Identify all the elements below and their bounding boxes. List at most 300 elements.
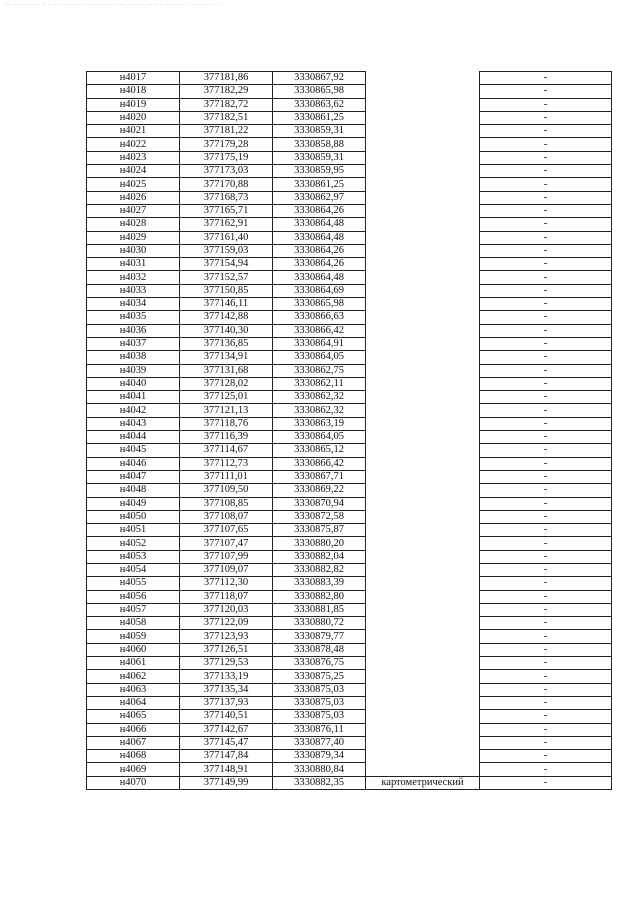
accuracy-cell: - <box>480 630 612 643</box>
accuracy-cell: - <box>480 85 612 98</box>
accuracy-cell: - <box>480 165 612 178</box>
point-cell: н4066 <box>87 723 180 736</box>
method-cell <box>366 284 480 297</box>
table-row <box>87 524 612 537</box>
table-row <box>87 710 612 723</box>
point-cell: н4030 <box>87 244 180 257</box>
table-row <box>87 484 612 497</box>
accuracy-cell: - <box>480 643 612 656</box>
table-row <box>87 231 612 244</box>
accuracy-cell: - <box>480 497 612 510</box>
point-cell: н4068 <box>87 750 180 763</box>
method-cell <box>366 484 480 497</box>
point-cell: н4061 <box>87 657 180 670</box>
accuracy-cell: - <box>480 776 612 789</box>
point-cell: н4069 <box>87 763 180 776</box>
y-coordinate-cell: 3330877,40 <box>273 736 366 749</box>
table-row <box>87 577 612 590</box>
method-cell <box>366 337 480 350</box>
y-coordinate-cell: 3330867,92 <box>273 72 366 85</box>
table-row <box>87 404 612 417</box>
point-cell: н4053 <box>87 550 180 563</box>
table-row <box>87 510 612 523</box>
point-cell: н4055 <box>87 577 180 590</box>
accuracy-cell: - <box>480 351 612 364</box>
method-cell <box>366 550 480 563</box>
x-coordinate-cell: 377161,40 <box>180 231 273 244</box>
x-coordinate-cell: 377149,99 <box>180 776 273 789</box>
point-cell: н4032 <box>87 271 180 284</box>
method-cell <box>366 630 480 643</box>
x-coordinate-cell: 377140,51 <box>180 710 273 723</box>
method-cell <box>366 510 480 523</box>
table-row <box>87 98 612 111</box>
table-row <box>87 617 612 630</box>
x-coordinate-cell: 377154,94 <box>180 258 273 271</box>
point-cell: н4028 <box>87 218 180 231</box>
table-row <box>87 178 612 191</box>
point-cell: н4056 <box>87 590 180 603</box>
method-cell <box>366 431 480 444</box>
x-coordinate-cell: 377182,29 <box>180 85 273 98</box>
method-cell <box>366 524 480 537</box>
accuracy-cell: - <box>480 657 612 670</box>
accuracy-cell: - <box>480 683 612 696</box>
method-cell <box>366 736 480 749</box>
y-coordinate-cell: 3330875,03 <box>273 683 366 696</box>
table-row <box>87 431 612 444</box>
point-cell: н4051 <box>87 524 180 537</box>
accuracy-cell: - <box>480 311 612 324</box>
method-cell <box>366 537 480 550</box>
method-cell <box>366 457 480 470</box>
method-cell <box>366 404 480 417</box>
y-coordinate-cell: 3330876,75 <box>273 657 366 670</box>
table-row <box>87 311 612 324</box>
y-coordinate-cell: 3330864,05 <box>273 351 366 364</box>
point-cell: н4043 <box>87 417 180 430</box>
y-coordinate-cell: 3330864,48 <box>273 231 366 244</box>
table-row <box>87 537 612 550</box>
x-coordinate-cell: 377145,47 <box>180 736 273 749</box>
x-coordinate-cell: 377134,91 <box>180 351 273 364</box>
point-cell: н4062 <box>87 670 180 683</box>
accuracy-cell: - <box>480 218 612 231</box>
x-coordinate-cell: 377181,22 <box>180 125 273 138</box>
table-row <box>87 391 612 404</box>
y-coordinate-cell: 3330861,25 <box>273 178 366 191</box>
y-coordinate-cell: 3330859,31 <box>273 151 366 164</box>
table-row <box>87 603 612 616</box>
point-cell: н4031 <box>87 258 180 271</box>
table-row <box>87 417 612 430</box>
x-coordinate-cell: 377137,93 <box>180 696 273 709</box>
table-row <box>87 284 612 297</box>
x-coordinate-cell: 377152,57 <box>180 271 273 284</box>
method-cell <box>366 577 480 590</box>
accuracy-cell: - <box>480 364 612 377</box>
table-row <box>87 125 612 138</box>
point-cell: н4065 <box>87 710 180 723</box>
y-coordinate-cell: 3330866,63 <box>273 311 366 324</box>
accuracy-cell: - <box>480 696 612 709</box>
table-row <box>87 470 612 483</box>
accuracy-cell: - <box>480 417 612 430</box>
table-row <box>87 151 612 164</box>
point-cell: н4064 <box>87 696 180 709</box>
x-coordinate-cell: 377181,86 <box>180 72 273 85</box>
method-cell <box>366 298 480 311</box>
point-cell: н4045 <box>87 444 180 457</box>
x-coordinate-cell: 377120,03 <box>180 603 273 616</box>
x-coordinate-cell: 377170,88 <box>180 178 273 191</box>
y-coordinate-cell: 3330865,98 <box>273 298 366 311</box>
y-coordinate-cell: 3330862,75 <box>273 364 366 377</box>
accuracy-cell: - <box>480 244 612 257</box>
method-cell <box>366 364 480 377</box>
accuracy-cell: - <box>480 337 612 350</box>
point-cell: н4048 <box>87 484 180 497</box>
table-row <box>87 324 612 337</box>
point-cell: н4049 <box>87 497 180 510</box>
x-coordinate-cell: 377173,03 <box>180 165 273 178</box>
accuracy-cell: - <box>480 736 612 749</box>
x-coordinate-cell: 377109,07 <box>180 563 273 576</box>
method-cell <box>366 204 480 217</box>
table-row <box>87 657 612 670</box>
point-cell: н4046 <box>87 457 180 470</box>
table-row <box>87 258 612 271</box>
y-coordinate-cell: 3330859,95 <box>273 165 366 178</box>
y-coordinate-cell: 3330876,11 <box>273 723 366 736</box>
point-cell: н4067 <box>87 736 180 749</box>
method-cell <box>366 271 480 284</box>
accuracy-cell: - <box>480 590 612 603</box>
method-cell <box>366 444 480 457</box>
y-coordinate-cell: 3330870,94 <box>273 497 366 510</box>
x-coordinate-cell: 377162,91 <box>180 218 273 231</box>
point-cell: н4020 <box>87 111 180 124</box>
x-coordinate-cell: 377142,67 <box>180 723 273 736</box>
y-coordinate-cell: 3330880,20 <box>273 537 366 550</box>
x-coordinate-cell: 377108,07 <box>180 510 273 523</box>
method-cell <box>366 417 480 430</box>
y-coordinate-cell: 3330865,98 <box>273 85 366 98</box>
point-cell: н4063 <box>87 683 180 696</box>
method-cell <box>366 696 480 709</box>
x-coordinate-cell: 377116,39 <box>180 431 273 444</box>
accuracy-cell: - <box>480 457 612 470</box>
method-cell <box>366 218 480 231</box>
point-cell: н4054 <box>87 563 180 576</box>
point-cell: н4035 <box>87 311 180 324</box>
method-cell <box>366 244 480 257</box>
point-cell: н4047 <box>87 470 180 483</box>
table-row <box>87 298 612 311</box>
method-cell <box>366 165 480 178</box>
point-cell: н4037 <box>87 337 180 350</box>
coordinates-table-body <box>87 72 612 790</box>
method-cell <box>366 391 480 404</box>
y-coordinate-cell: 3330864,26 <box>273 204 366 217</box>
point-cell: н4017 <box>87 72 180 85</box>
y-coordinate-cell: 3330865,12 <box>273 444 366 457</box>
y-coordinate-cell: 3330875,03 <box>273 710 366 723</box>
accuracy-cell: - <box>480 484 612 497</box>
method-cell <box>366 590 480 603</box>
point-cell: н4039 <box>87 364 180 377</box>
table-row <box>87 351 612 364</box>
y-coordinate-cell: 3330866,42 <box>273 457 366 470</box>
accuracy-cell: - <box>480 404 612 417</box>
y-coordinate-cell: 3330862,11 <box>273 377 366 390</box>
point-cell: н4050 <box>87 510 180 523</box>
point-cell: н4059 <box>87 630 180 643</box>
table-row <box>87 590 612 603</box>
x-coordinate-cell: 377147,84 <box>180 750 273 763</box>
x-coordinate-cell: 377175,19 <box>180 151 273 164</box>
x-coordinate-cell: 377135,34 <box>180 683 273 696</box>
y-coordinate-cell: 3330864,05 <box>273 431 366 444</box>
table-row <box>87 111 612 124</box>
x-coordinate-cell: 377133,19 <box>180 670 273 683</box>
table-row <box>87 723 612 736</box>
accuracy-cell: - <box>480 391 612 404</box>
y-coordinate-cell: 3330882,82 <box>273 563 366 576</box>
table-row <box>87 337 612 350</box>
x-coordinate-cell: 377142,88 <box>180 311 273 324</box>
point-cell: н4060 <box>87 643 180 656</box>
x-coordinate-cell: 377121,13 <box>180 404 273 417</box>
method-cell <box>366 710 480 723</box>
x-coordinate-cell: 377182,72 <box>180 98 273 111</box>
method-cell <box>366 324 480 337</box>
accuracy-cell: - <box>480 377 612 390</box>
accuracy-cell: - <box>480 510 612 523</box>
point-cell: н4036 <box>87 324 180 337</box>
point-cell: н4021 <box>87 125 180 138</box>
accuracy-cell: - <box>480 258 612 271</box>
y-coordinate-cell: 3330875,03 <box>273 696 366 709</box>
x-coordinate-cell: 377128,02 <box>180 377 273 390</box>
method-cell <box>366 231 480 244</box>
table-row <box>87 72 612 85</box>
table-row <box>87 457 612 470</box>
x-coordinate-cell: 377111,01 <box>180 470 273 483</box>
y-coordinate-cell: 3330864,26 <box>273 258 366 271</box>
table-row <box>87 244 612 257</box>
accuracy-cell: - <box>480 763 612 776</box>
table-row <box>87 683 612 696</box>
point-cell: н4070 <box>87 776 180 789</box>
y-coordinate-cell: 3330879,34 <box>273 750 366 763</box>
y-coordinate-cell: 3330867,71 <box>273 470 366 483</box>
x-coordinate-cell: 377122,09 <box>180 617 273 630</box>
y-coordinate-cell: 3330880,72 <box>273 617 366 630</box>
y-coordinate-cell: 3330875,87 <box>273 524 366 537</box>
y-coordinate-cell: 3330864,48 <box>273 218 366 231</box>
method-cell <box>366 723 480 736</box>
x-coordinate-cell: 377112,73 <box>180 457 273 470</box>
method-cell <box>366 98 480 111</box>
table-row <box>87 696 612 709</box>
accuracy-cell: - <box>480 125 612 138</box>
y-coordinate-cell: 3330859,31 <box>273 125 366 138</box>
y-coordinate-cell: 3330862,32 <box>273 391 366 404</box>
point-cell: н4033 <box>87 284 180 297</box>
y-coordinate-cell: 3330864,69 <box>273 284 366 297</box>
table-row <box>87 444 612 457</box>
method-cell <box>366 617 480 630</box>
x-coordinate-cell: 377129,53 <box>180 657 273 670</box>
y-coordinate-cell: 3330883,39 <box>273 577 366 590</box>
x-coordinate-cell: 377108,85 <box>180 497 273 510</box>
x-coordinate-cell: 377107,99 <box>180 550 273 563</box>
accuracy-cell: - <box>480 750 612 763</box>
x-coordinate-cell: 377112,30 <box>180 577 273 590</box>
x-coordinate-cell: 377146,11 <box>180 298 273 311</box>
method-cell <box>366 138 480 151</box>
y-coordinate-cell: 3330864,91 <box>273 337 366 350</box>
x-coordinate-cell: 377148,91 <box>180 763 273 776</box>
accuracy-cell: - <box>480 191 612 204</box>
method-cell <box>366 125 480 138</box>
accuracy-cell: - <box>480 72 612 85</box>
y-coordinate-cell: 3330882,35 <box>273 776 366 789</box>
method-cell <box>366 178 480 191</box>
accuracy-cell: - <box>480 444 612 457</box>
x-coordinate-cell: 377131,68 <box>180 364 273 377</box>
accuracy-cell: - <box>480 284 612 297</box>
y-coordinate-cell: 3330879,77 <box>273 630 366 643</box>
point-cell: н4041 <box>87 391 180 404</box>
table-row <box>87 670 612 683</box>
accuracy-cell: - <box>480 178 612 191</box>
method-cell <box>366 470 480 483</box>
point-cell: н4022 <box>87 138 180 151</box>
method-cell <box>366 311 480 324</box>
point-cell: н4052 <box>87 537 180 550</box>
method-cell <box>366 151 480 164</box>
method-cell <box>366 670 480 683</box>
y-coordinate-cell: 3330864,26 <box>273 244 366 257</box>
y-coordinate-cell: 3330872,58 <box>273 510 366 523</box>
accuracy-cell: - <box>480 298 612 311</box>
accuracy-cell: - <box>480 98 612 111</box>
point-cell: н4034 <box>87 298 180 311</box>
x-coordinate-cell: 377109,50 <box>180 484 273 497</box>
coordinates-table <box>86 71 612 790</box>
table-row <box>87 138 612 151</box>
table-row <box>87 364 612 377</box>
point-cell: н4040 <box>87 377 180 390</box>
accuracy-cell: - <box>480 537 612 550</box>
x-coordinate-cell: 377179,28 <box>180 138 273 151</box>
y-coordinate-cell: 3330882,04 <box>273 550 366 563</box>
y-coordinate-cell: 3330862,32 <box>273 404 366 417</box>
table-row <box>87 643 612 656</box>
table-row <box>87 630 612 643</box>
point-cell: н4023 <box>87 151 180 164</box>
table-row <box>87 763 612 776</box>
point-cell: н4029 <box>87 231 180 244</box>
point-cell: н4024 <box>87 165 180 178</box>
method-cell <box>366 351 480 364</box>
method-cell <box>366 191 480 204</box>
table-row <box>87 497 612 510</box>
y-coordinate-cell: 3330880,84 <box>273 763 366 776</box>
y-coordinate-cell: 3330858,88 <box>273 138 366 151</box>
accuracy-cell: - <box>480 431 612 444</box>
x-coordinate-cell: 377165,71 <box>180 204 273 217</box>
point-cell: н4042 <box>87 404 180 417</box>
table-row <box>87 218 612 231</box>
table-row <box>87 736 612 749</box>
table-row <box>87 191 612 204</box>
y-coordinate-cell: 3330863,62 <box>273 98 366 111</box>
method-cell <box>366 258 480 271</box>
table-row <box>87 776 612 789</box>
x-coordinate-cell: 377150,85 <box>180 284 273 297</box>
x-coordinate-cell: 377168,73 <box>180 191 273 204</box>
accuracy-cell: - <box>480 670 612 683</box>
x-coordinate-cell: 377107,65 <box>180 524 273 537</box>
method-cell <box>366 763 480 776</box>
y-coordinate-cell: 3330862,97 <box>273 191 366 204</box>
accuracy-cell: - <box>480 723 612 736</box>
table-row <box>87 750 612 763</box>
point-cell: н4019 <box>87 98 180 111</box>
method-cell <box>366 72 480 85</box>
point-cell: н4027 <box>87 204 180 217</box>
method-cell <box>366 750 480 763</box>
point-cell: н4026 <box>87 191 180 204</box>
accuracy-cell: - <box>480 151 612 164</box>
method-cell <box>366 111 480 124</box>
accuracy-cell: - <box>480 204 612 217</box>
accuracy-cell: - <box>480 324 612 337</box>
accuracy-cell: - <box>480 111 612 124</box>
accuracy-cell: - <box>480 550 612 563</box>
x-coordinate-cell: 377140,30 <box>180 324 273 337</box>
method-cell <box>366 657 480 670</box>
y-coordinate-cell: 3330875,25 <box>273 670 366 683</box>
table-row <box>87 563 612 576</box>
method-cell <box>366 563 480 576</box>
method-cell: картометрический <box>366 776 480 789</box>
point-cell: н4058 <box>87 617 180 630</box>
y-coordinate-cell: 3330866,42 <box>273 324 366 337</box>
table-row <box>87 165 612 178</box>
accuracy-cell: - <box>480 470 612 483</box>
table-row <box>87 377 612 390</box>
x-coordinate-cell: 377118,07 <box>180 590 273 603</box>
table-row <box>87 271 612 284</box>
x-coordinate-cell: 377136,85 <box>180 337 273 350</box>
accuracy-cell: - <box>480 524 612 537</box>
x-coordinate-cell: 377118,76 <box>180 417 273 430</box>
accuracy-cell: - <box>480 563 612 576</box>
method-cell <box>366 643 480 656</box>
point-cell: н4018 <box>87 85 180 98</box>
x-coordinate-cell: 377114,67 <box>180 444 273 457</box>
x-coordinate-cell: 377182,51 <box>180 111 273 124</box>
y-coordinate-cell: 3330869,22 <box>273 484 366 497</box>
accuracy-cell: - <box>480 271 612 284</box>
point-cell: н4025 <box>87 178 180 191</box>
method-cell <box>366 85 480 98</box>
table-row <box>87 85 612 98</box>
